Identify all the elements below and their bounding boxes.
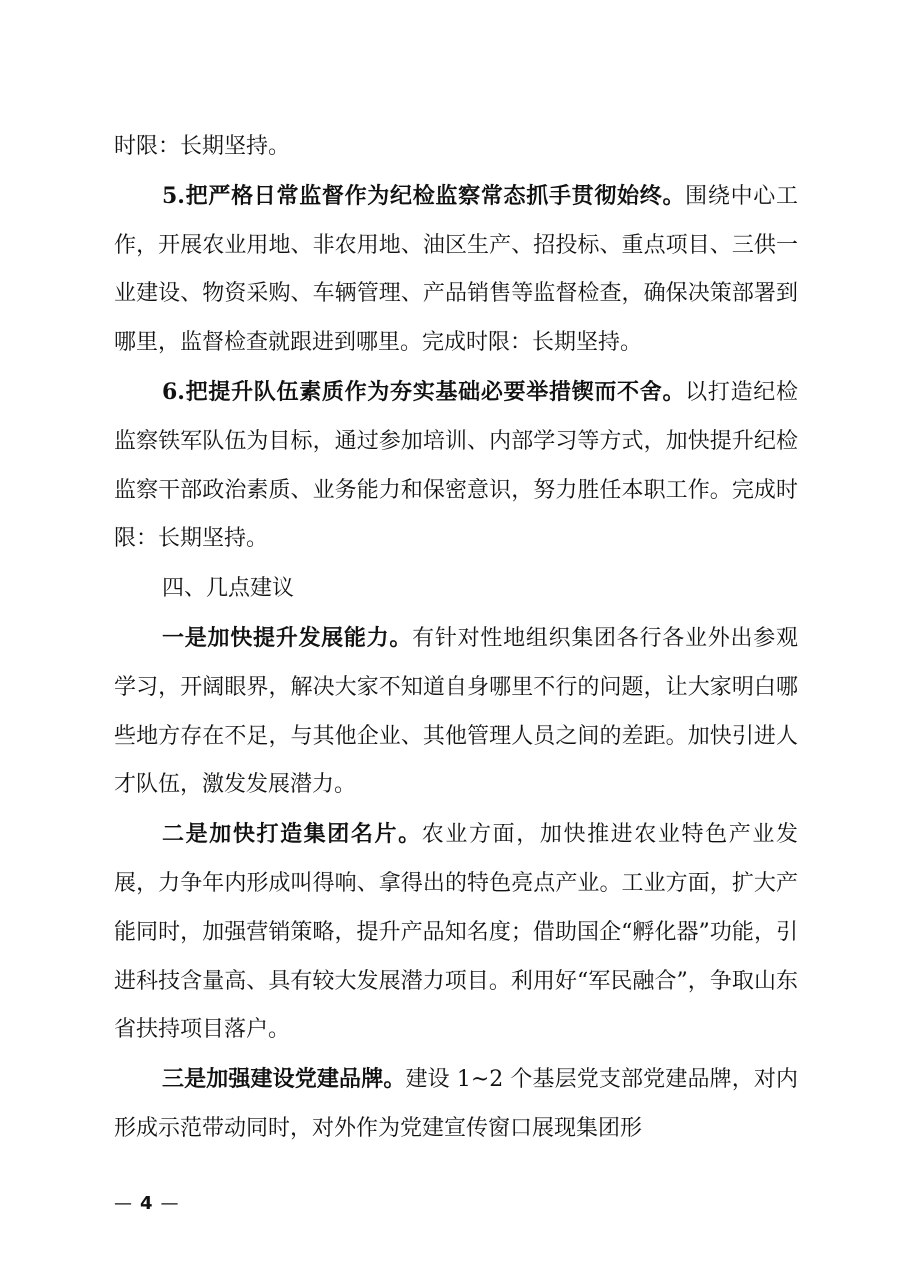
paragraph-suggestion-2 [114,810,798,1055]
page-footer [114,1192,181,1216]
paragraph-lead: 6.把提升队伍素质作为夯实基础必要举措锲而不舍。 [162,378,686,405]
paragraph-lead: 三是加强建设党建品牌。 [162,1066,406,1093]
paragraph-lead: 一是加快提升发展能力。 [162,624,413,651]
footer-dash-left: — [114,1193,134,1214]
paragraph-lead: 5.把严格日常监督作为纪检监察常态抓手贯彻始终。 [162,182,686,209]
paragraph-suggestion-1 [114,614,798,810]
footer-dash-right: — [160,1193,181,1214]
paragraph-text: 时限：长期坚持。 [114,134,291,159]
paragraph-time-limit [114,122,798,172]
section-heading [114,564,798,614]
page-number: 4 [140,1193,155,1214]
section-heading-text: 四、几点建议 [162,576,295,602]
paragraph-item-5 [114,172,798,368]
paragraph-item-6 [114,368,798,564]
paragraph-lead: 二是加快打造集团名片。 [162,821,422,848]
paragraph-text: 农业方面，加快推进农业特色产业发展，力争年内形成叫得响、拿得出的特色亮点产业。工业方面，扩大产能同时，加强营销策略，提升产品知名度；借助国企“孵化器”功能，引进科技含量高、具有较大发展潜力项目。利用好“军民融合”，争取山东省扶持项目落户。 [114,822,798,1043]
paragraph-text: 有针对性地组织集团各行各业外出参观学习，开阔眼界，解决大家不知道自身哪里不行的问题，让大家明白哪些地方存在不足，与其他企业、其他管理人员之间的差距。加快引进人才队伍，激发发展潜力。 [114,625,798,798]
paragraph-text: 围绕中心工作，开展农业用地、非农用地、油区生产、招投标、重点项目、三供一业建设、物资采购、车辆管理、产品销售等监督检查，确保决策部署到哪里，监督检查就跟进到哪里。完成时限：长期坚持。 [114,183,798,356]
paragraph-text: 建设 1~2 个基层党支部党建品牌，对内形成示范带动同时，对外作为党建宣传窗口展现集团形 [114,1067,798,1141]
body-text [114,122,798,1154]
paragraph-suggestion-3 [114,1055,798,1154]
paragraph-text: 以打造纪检监察铁军队伍为目标，通过参加培训、内部学习等方式，加快提升纪检监察干部政治素质、业务能力和保密意识，努力胜任本职工作。完成时限：长期坚持。 [114,379,798,552]
